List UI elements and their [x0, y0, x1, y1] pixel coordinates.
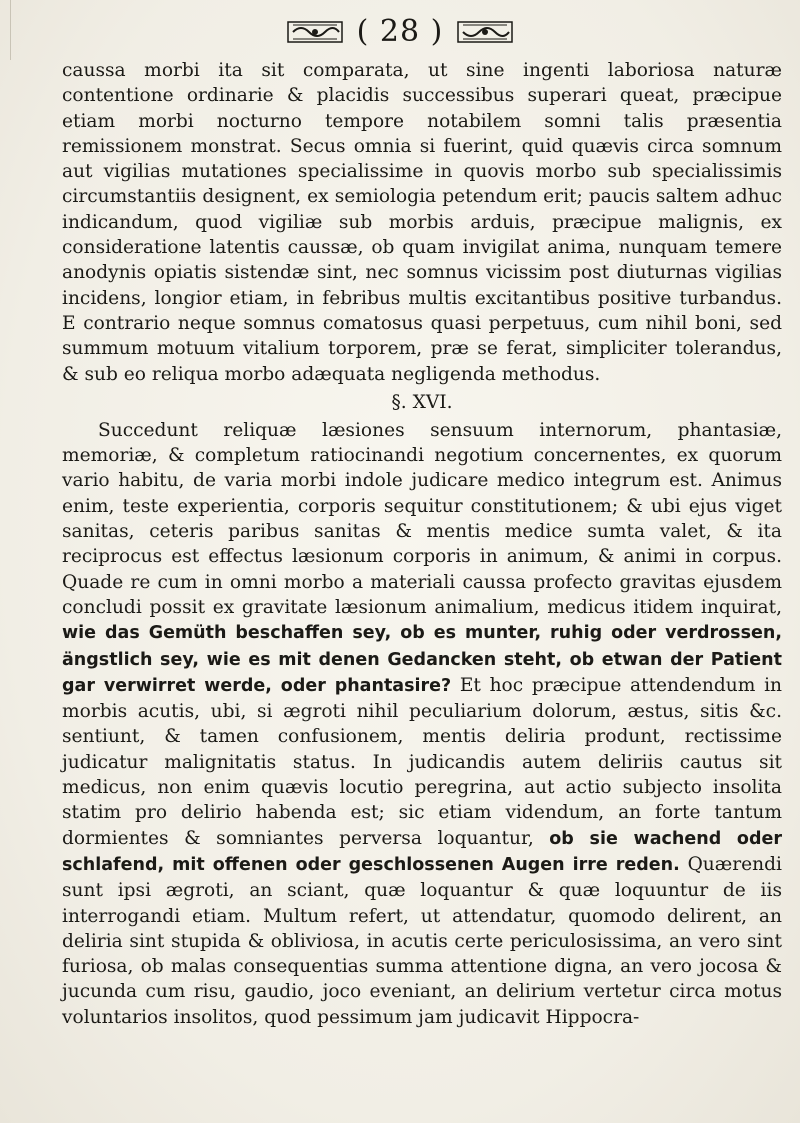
paragraph-continuation: caussa morbi ita sit comparata, ut sine ingenti laboriosa naturæ contentione ordinarie & placidis successibus superari queat, præcipue etiam morbi nocturno tempore notabilem somni talis præsentia remissionem monstrat. Secus omnia si fuerint, quid quævis circa somnum aut vigilias mutationes specialissime in quovis morbo sub specialissimis circumstantiis designent, ex semiologia petendum erit; paucis saltem adhuc indicandum, quod vigiliæ sub morbis arduis, præcipue malignis, ex consideratione latentis caussæ, ob quam invigilat anima, nunquam temere anodynis opiatis sistendæ sint, nec somnus vicissim post diuturnas vigilias incidens, longior etiam, in febribus multis excitantibus positive turbandus. E contrario neque somnus comatosus quasi perpetuus, cum nihil boni, sed summum motuum vitalium torporem, præ se ferat, simpliciter tolerandus, & sub eo reliqua morbo adæquata negligenda methodus. — [62, 60, 782, 385]
latin-text: Quærendi sunt ipsi ægroti, an sciant, quæ loquantur & quæ loquuntur de iis interrogandi etiam. Multum refert, ut attendatur, quomodo delirent, an deliria sint stupida & obliviosa, in acutis certe periculosissima, an vero sint furiosa, ob malas consequentias summa attentione digna, an vero jocosa & jucunda cum risu, gaudio, joco eveniant, an delirium vertetur circa motus voluntarios insolitos, quod pessimum jam judicavit Hippocra- — [62, 853, 782, 1028]
german-fraktur-text: ob sie wachend oder schlafend, mit offenen oder geschlossenen Augen irre reden. — [62, 828, 782, 875]
latin-text: Et hoc præcipue attendendum in morbis acutis, ubi, si ægroti nihil peculiarium dolorum, æstus, sitis &c. sentiunt, & tamen confusionem, mentis deliria produnt, rectissime judicatur malignitatis status. In judicandis autem deliriis cautus sit medicus, non enim quævis locutio peregrina, aut actio subjecto insolita statim pro delirio habenda est; sic etiam videndum, an forte tantum dormientes & somniantes perversa loquantur, — [62, 674, 782, 849]
paragraph-section-xvi — [62, 418, 782, 1030]
body-text — [62, 58, 782, 1030]
page-header — [0, 12, 800, 52]
section-heading: §. XVI. — [391, 391, 453, 413]
page-number: ( 28 ) — [356, 14, 444, 49]
left-ornament-icon — [287, 19, 343, 45]
german-fraktur-text: wie das Gemüth beschaffen sey, ob es munter, ruhig oder verdrossen, ängstlich sey, wie es mit denen Gedancken steht, ob etwan der Patient gar verwirret werde, oder phantasire? — [62, 623, 782, 696]
latin-text: Succedunt reliquæ læsiones sensuum internorum, phantasiæ, memoriæ, & completum ratiocinandi negotium concernentes, ex quorum vario habitu, de varia morbi indole judicare medico integrum est. Animus enim, teste experientia, corporis sequitur constitutionem; & ubi ejus viget sanitas, ceteris paribus sanitas & mentis medice sumta valet, & ita reciprocus est effectus læsionum corporis in animum, & animi in corpus. Quade re cum in omni morbo a materiali caussa profecto gravitas ejusdem concludi possit ex gravitate læsionum animalium, medicus itidem inquirat, — [62, 419, 782, 618]
right-ornament-icon — [457, 19, 513, 45]
